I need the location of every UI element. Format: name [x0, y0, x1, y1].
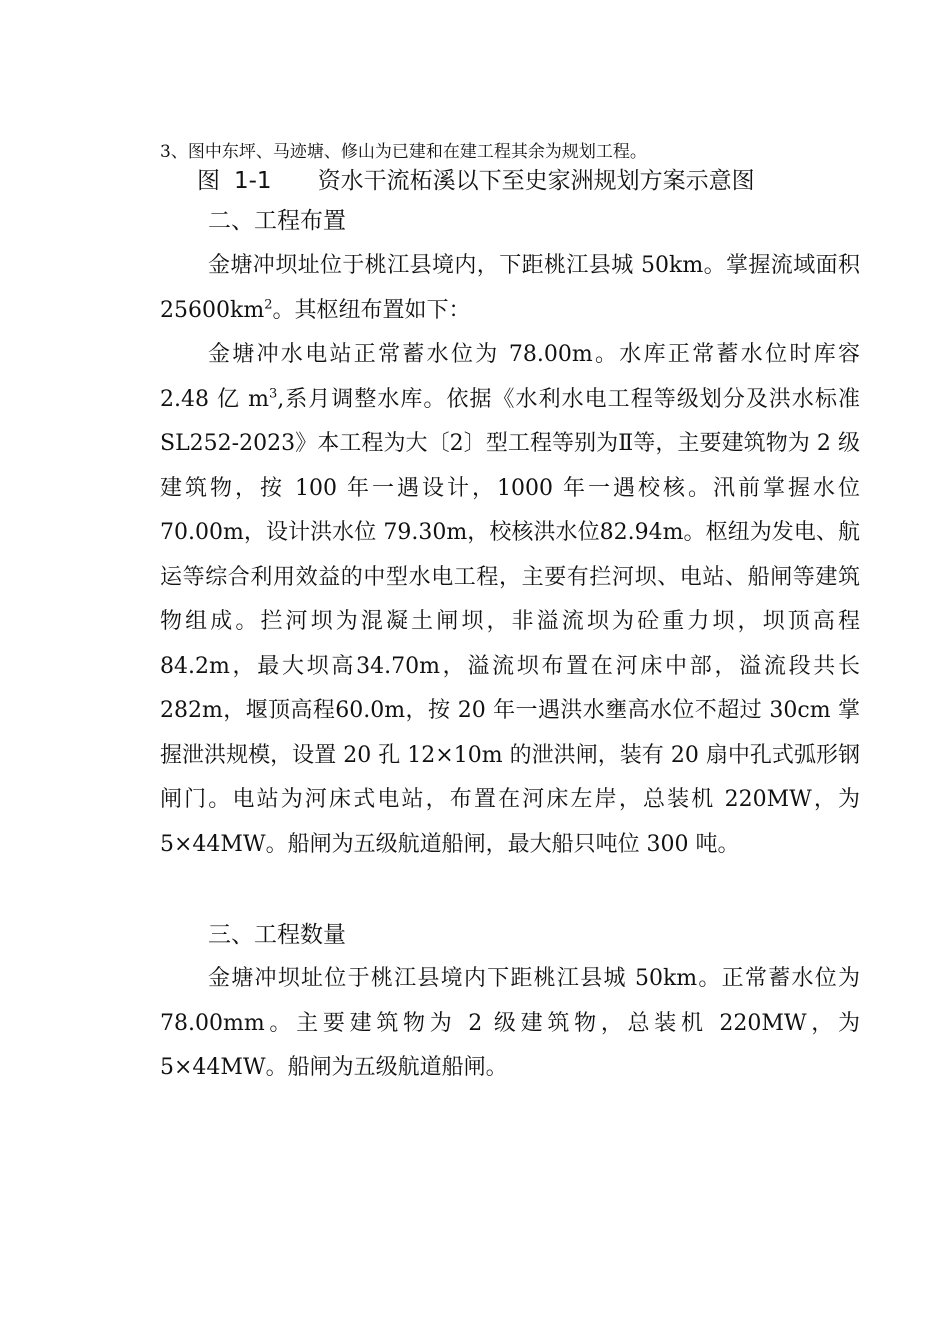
- figure-label: 图: [197, 168, 220, 194]
- paragraph-text: 金塘冲水电站正常蓄水位为 78.00m。水库正常蓄水位时库容 2.48 亿 m: [160, 342, 860, 412]
- superscript: 3: [268, 386, 278, 402]
- paragraph-text: ,系月调整水库。依据《水利水电工程等级划分及洪水标准 SL252-2023》本工程为大〔2〕型工程等别为Ⅱ等，主要建筑物为 2 级建筑物，按 100 年一遇设计，1000 年一遇校核。汛前掌握水位 70.00m，设计洪水位 79.30m，校核洪水位82.94m。枢纽为发电、航运等综合利用效益的中型水电工程，主要有拦河坝、电站、船闸等建筑物组成。拦河坝为混凝土闸坝，非溢流坝为砼重力坝，坝顶高程 84.2m，最大坝高34.70m，溢流坝布置在河床中部，溢流段共长 282m，堰顶高程60.0m，按 20 年一遇洪水壅高水位不超过 30cm 掌握泄洪规模，设置 20 孔 12×10m 的泄洪闸，装有 20 扇中孔式弧形钢闸门。电站为河床式电站，布置在河床左岸，总装机 220MW，为5×44MW。船闸为五级航道船闸，最大船只吨位 300 吨。: [160, 386, 860, 857]
- paragraph-text: 金塘冲坝址位于桃江县境内，下距桃江县城 50km。掌握流域面积 25600km: [160, 253, 860, 323]
- figure-title: 资水干流柘溪以下至史家洲规划方案示意图: [317, 168, 755, 194]
- paragraph: 金塘冲坝址位于桃江县境内下距桃江县城 50km。正常蓄水位为 78.00mm。主要建筑物为 2 级建筑物，总装机 220MW，为 5×44MW。船闸为五级航道船闸。: [160, 966, 860, 1080]
- paragraph-text: 。其枢纽布置如下：: [272, 297, 471, 323]
- figure-caption: [197, 165, 755, 197]
- paragraph: [160, 244, 860, 333]
- paragraph: [160, 333, 860, 867]
- section-quantities-body: [160, 957, 860, 1091]
- figure-number: 1-1: [234, 168, 272, 194]
- figure-note: 3、图中东坪、马迹塘、修山为已建和在建工程其余为规划工程。: [160, 142, 647, 162]
- section-heading-quantities: 三、工程数量: [208, 922, 346, 948]
- superscript: 2: [264, 297, 273, 313]
- section-heading-layout: 二、工程布置: [208, 208, 346, 234]
- section-layout-body: [160, 244, 860, 867]
